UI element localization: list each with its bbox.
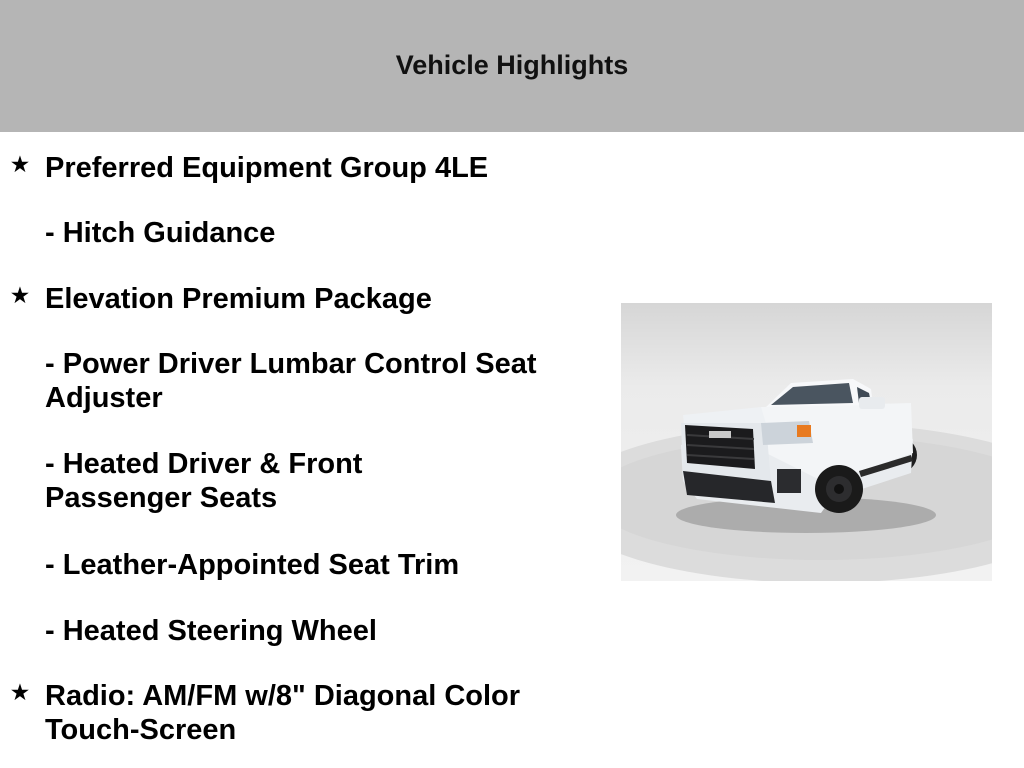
highlight-text: Elevation Premium Package	[45, 283, 432, 315]
vehicle-illustration	[621, 303, 992, 581]
highlight-item	[0, 151, 605, 185]
highlight-text: - Leather-Appointed Seat Trim	[45, 549, 460, 581]
highlight-text: - Heated Steering Wheel	[45, 615, 377, 647]
highlight-text: - Heated Driver & Front Passenger Seats	[45, 448, 363, 514]
star-icon: ★	[11, 154, 29, 176]
highlight-text: - Power Driver Lumbar Control Seat Adjuster	[45, 348, 537, 414]
star-icon: ★	[11, 285, 29, 307]
highlight-item	[0, 614, 605, 648]
star-icon: ★	[11, 682, 29, 704]
page-header	[0, 0, 1024, 132]
highlight-item	[0, 548, 605, 582]
highlight-item	[0, 216, 605, 250]
highlight-item	[0, 282, 605, 316]
highlight-text: - Hitch Guidance	[45, 217, 276, 249]
highlight-item	[0, 447, 475, 515]
highlight-text: Preferred Equipment Group 4LE	[45, 152, 489, 184]
highlight-text: Radio: AM/FM w/8" Diagonal Color Touch-Screen	[45, 680, 521, 746]
page-title: Vehicle Highlights	[395, 49, 629, 80]
vehicle-photo	[621, 303, 992, 581]
highlight-item	[0, 679, 525, 747]
highlight-item	[0, 347, 555, 415]
